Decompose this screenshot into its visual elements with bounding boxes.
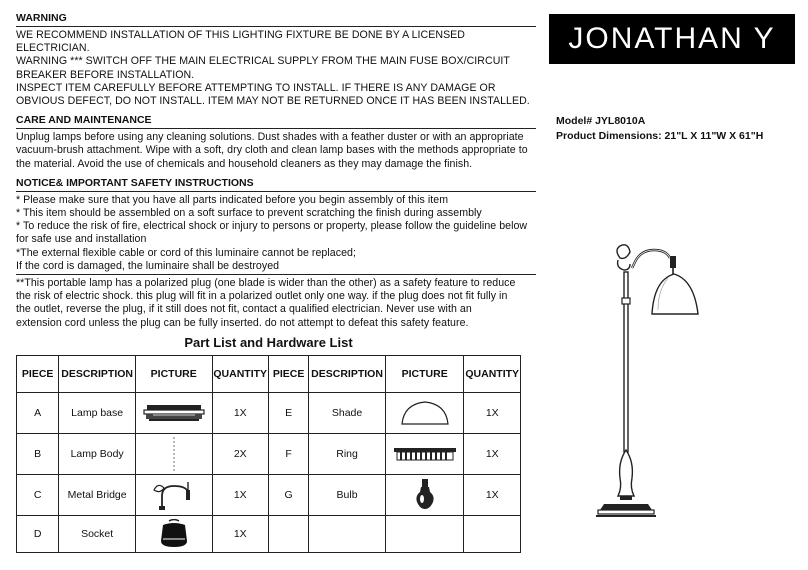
picture-cell bbox=[135, 516, 212, 553]
description-cell: Socket bbox=[59, 516, 136, 553]
notice-line: * Please make sure that you have all parts indicated before you begin assembly of this item bbox=[16, 193, 449, 206]
piece-cell: C bbox=[17, 475, 59, 516]
quantity-cell: 1X bbox=[464, 475, 521, 516]
notice-line: * This item should be assembled on a soft surface to prevent scratching the finish during assembly bbox=[16, 207, 482, 220]
header-cell: DESCRIPTION bbox=[59, 356, 136, 393]
table-row bbox=[17, 516, 521, 553]
bulb-icon bbox=[413, 478, 437, 512]
divider bbox=[16, 274, 536, 275]
piece-cell: A bbox=[17, 393, 59, 434]
picture-cell bbox=[385, 393, 464, 434]
warning-line: OBVIOUS DEFECT, DO NOT INSTALL. ITEM MAY NOT BE RETURNED ONCE IT HAS BEEN INSTALLED. bbox=[16, 95, 530, 108]
picture-cell bbox=[385, 516, 464, 553]
warning-line: INSPECT ITEM CAREFULLY BEFORE ATTEMPTING TO INSTALL. IF THERE IS ANY DAMAGE OR bbox=[16, 81, 496, 94]
notice-title: NOTICE& IMPORTANT SAFETY INSTRUCTIONS bbox=[16, 176, 254, 189]
plug-line: **This portable lamp has a polarized plug (one blade is wider than the other) as a safety feature to reduce bbox=[16, 277, 516, 290]
notice-line: *The external flexible cable or cord of this luminaire cannot be replaced; bbox=[16, 246, 356, 259]
description-cell: Lamp base bbox=[59, 393, 136, 434]
description-cell: Ring bbox=[309, 434, 386, 475]
plug-line: the outlet, reverse the plug, if it still does not fit, contact a qualified electrician. Never use with an bbox=[16, 303, 472, 316]
picture-cell bbox=[135, 475, 212, 516]
parts-table bbox=[16, 355, 521, 553]
header-cell: PIECE bbox=[17, 356, 59, 393]
quantity-cell: 1X bbox=[464, 434, 521, 475]
metal-bridge-icon bbox=[152, 478, 196, 512]
model-number: Model# JYL8010A bbox=[556, 115, 646, 127]
care-line: vacuum-brush attachment. Wipe with a soft, dry cloth and clean lamp bases with the methods appropriate to bbox=[16, 144, 528, 157]
shade-icon bbox=[398, 400, 452, 426]
header-cell: PIECE bbox=[268, 356, 308, 393]
header-cell: DESCRIPTION bbox=[309, 356, 386, 393]
floor-lamp-illustration bbox=[590, 238, 710, 520]
notice-line: If the cord is damaged, the luminaire shall be destroyed bbox=[16, 259, 280, 272]
quantity-cell: 2X bbox=[212, 434, 268, 475]
warning-line: WE RECOMMEND INSTALLATION OF THIS LIGHTING FIXTURE BE DONE BY A LICENSED ELECTRICIAN. bbox=[16, 29, 466, 55]
warning-line: BREAKER BEFORE INSTALLATION. bbox=[16, 68, 195, 81]
care-line: Unplug lamps before using any cleaning solutions. Dust shades with a feather duster or with an appropriate bbox=[16, 131, 524, 144]
table-row bbox=[17, 475, 521, 516]
piece-cell: D bbox=[17, 516, 59, 553]
header-cell: PICTURE bbox=[385, 356, 464, 393]
plug-line: extension cord unless the plug can be fully inserted. do not attempt to defeat this safety feature. bbox=[16, 316, 469, 329]
table-row bbox=[17, 393, 521, 434]
description-cell: Shade bbox=[309, 393, 386, 434]
description-cell: Lamp Body bbox=[59, 434, 136, 475]
notice-line: * To reduce the risk of fire, electrical shock or injury to persons or property, please follow the guideline below bbox=[16, 220, 528, 233]
lamp-body-icon bbox=[169, 435, 179, 473]
piece-cell: G bbox=[268, 475, 308, 516]
header-cell: QUANTITY bbox=[464, 356, 521, 393]
quantity-cell: 1X bbox=[464, 393, 521, 434]
lamp-base-icon bbox=[143, 402, 205, 424]
table-header-row bbox=[17, 356, 521, 393]
model-info bbox=[556, 114, 763, 144]
description-cell bbox=[309, 516, 386, 553]
care-title: CARE AND MAINTENANCE bbox=[16, 114, 152, 127]
quantity-cell: 1X bbox=[212, 393, 268, 434]
care-line: the material. Avoid the use of chemicals and household cleaners as they may damage the finish. bbox=[16, 157, 473, 170]
ring-icon bbox=[393, 446, 457, 462]
picture-cell bbox=[385, 475, 464, 516]
piece-cell: E bbox=[268, 393, 308, 434]
notice-line: for safe use and installation bbox=[16, 233, 147, 246]
product-dimensions: Product Dimensions: 21"L X 11"W X 61"H bbox=[556, 130, 764, 142]
socket-icon bbox=[157, 519, 191, 549]
instructions-column bbox=[16, 12, 536, 330]
quantity-cell: 1X bbox=[212, 516, 268, 553]
table-row bbox=[17, 434, 521, 475]
description-cell: Bulb bbox=[309, 475, 386, 516]
picture-cell bbox=[135, 393, 212, 434]
brand-logo: JONATHAN Y bbox=[549, 14, 795, 64]
description-cell: Metal Bridge bbox=[59, 475, 136, 516]
warning-title: WARNING bbox=[16, 12, 67, 24]
piece-cell bbox=[268, 516, 308, 553]
piece-cell: F bbox=[268, 434, 308, 475]
parts-title: Part List and Hardware List bbox=[184, 335, 353, 350]
header-cell: QUANTITY bbox=[212, 356, 268, 393]
divider bbox=[16, 128, 536, 129]
divider bbox=[16, 26, 536, 27]
plug-line: the risk of electric shock. this plug will fit in a polarized outlet only one way. if the plug does not fit fully in bbox=[16, 290, 508, 303]
header-cell: PICTURE bbox=[135, 356, 212, 393]
piece-cell: B bbox=[17, 434, 59, 475]
quantity-cell: 1X bbox=[212, 475, 268, 516]
picture-cell bbox=[385, 434, 464, 475]
warning-line: WARNING *** SWITCH OFF THE MAIN ELECTRICAL SUPPLY FROM THE MAIN FUSE BOX/CIRCUIT bbox=[16, 55, 510, 68]
divider bbox=[16, 191, 536, 192]
quantity-cell bbox=[464, 516, 521, 553]
picture-cell bbox=[135, 434, 212, 475]
